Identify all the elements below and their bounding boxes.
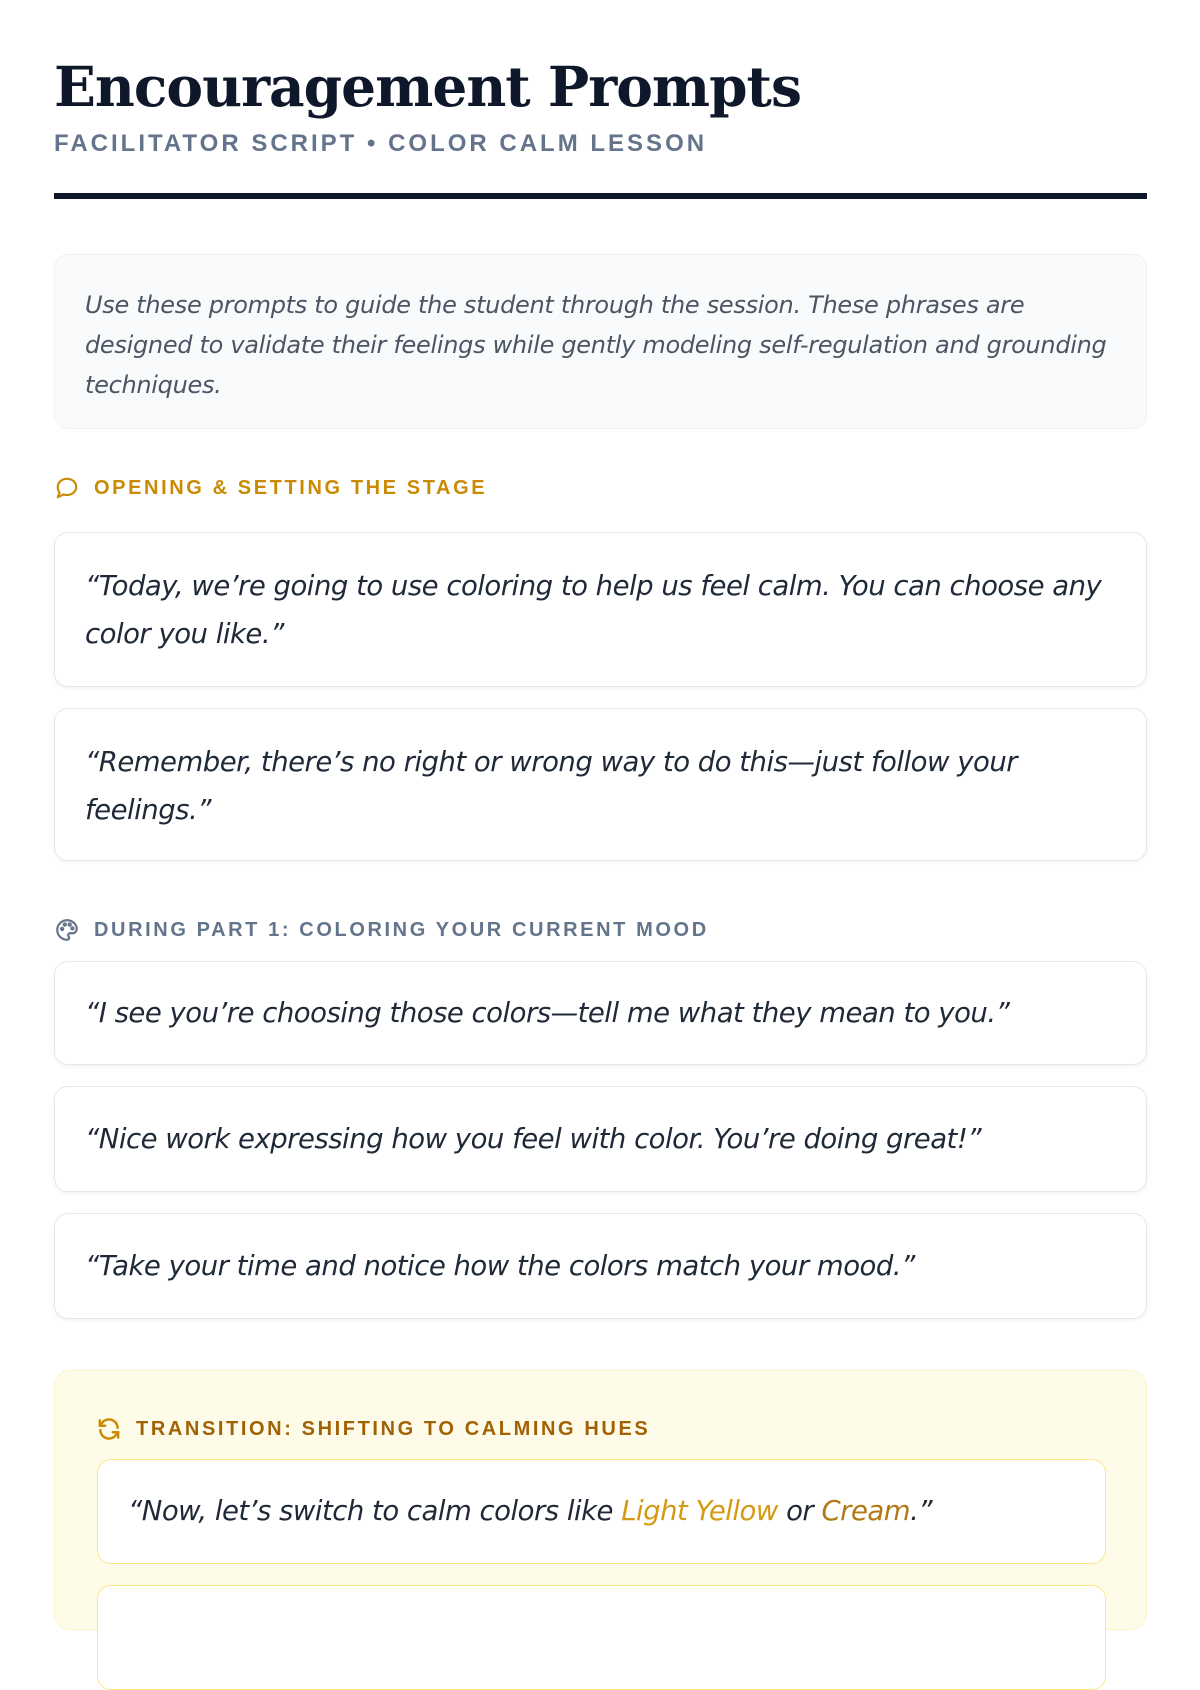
prompt-text-middle: or <box>777 1495 822 1527</box>
section-heading-label: OPENING & SETTING THE STAGE <box>94 476 488 499</box>
prompt-card <box>54 1086 1147 1192</box>
color-name-light-yellow: Light Yellow <box>621 1495 778 1527</box>
prompt-text: “Remember, there’s no right or wrong way to do this—just follow your feelings.” <box>85 746 1018 826</box>
palette-icon <box>54 917 80 943</box>
prompt-text: “I see you’re choosing those colors—tell me what they mean to you.” <box>85 997 1010 1029</box>
transition-panel <box>54 1370 1147 1630</box>
prompt-text <box>128 1495 932 1527</box>
refresh-icon <box>96 1416 122 1442</box>
speech-bubble-icon <box>54 475 80 501</box>
page-subtitle: FACILITATOR SCRIPT • COLOR CALM LESSON <box>54 130 708 157</box>
prompt-text-end: .” <box>910 1495 933 1527</box>
prompt-card <box>54 532 1147 687</box>
prompt-card <box>54 708 1147 861</box>
section-heading-label: TRANSITION: SHIFTING TO CALMING HUES <box>136 1417 651 1440</box>
intro-note: Use these prompts to guide the student through the session. These phrases are designed to validate their feelings while gently modeling self-regulation and grounding techniques. <box>54 254 1147 429</box>
page-title: Encouragement Prompts <box>54 54 801 119</box>
section-heading-opening <box>54 474 487 502</box>
prompt-card <box>54 961 1147 1065</box>
header-divider <box>54 193 1147 199</box>
section-heading-transition <box>96 1415 650 1443</box>
section-heading-label: DURING PART 1: COLORING YOUR CURRENT MOOD <box>94 918 709 941</box>
prompt-card <box>97 1459 1106 1564</box>
prompt-card <box>54 1213 1147 1319</box>
prompt-text: “Nice work expressing how you feel with color. You’re doing great!” <box>85 1123 982 1155</box>
section-heading-part1 <box>54 916 709 944</box>
color-name-cream: Cream <box>821 1495 911 1527</box>
prompt-text: “Take your time and notice how the colors match your mood.” <box>85 1250 915 1282</box>
prompt-text: “Today, we’re going to use coloring to help us feel calm. You can choose any color you like.” <box>85 570 1102 650</box>
prompt-card-partial <box>97 1585 1106 1690</box>
prompt-text-start: “Now, let’s switch to calm colors like <box>128 1495 622 1527</box>
